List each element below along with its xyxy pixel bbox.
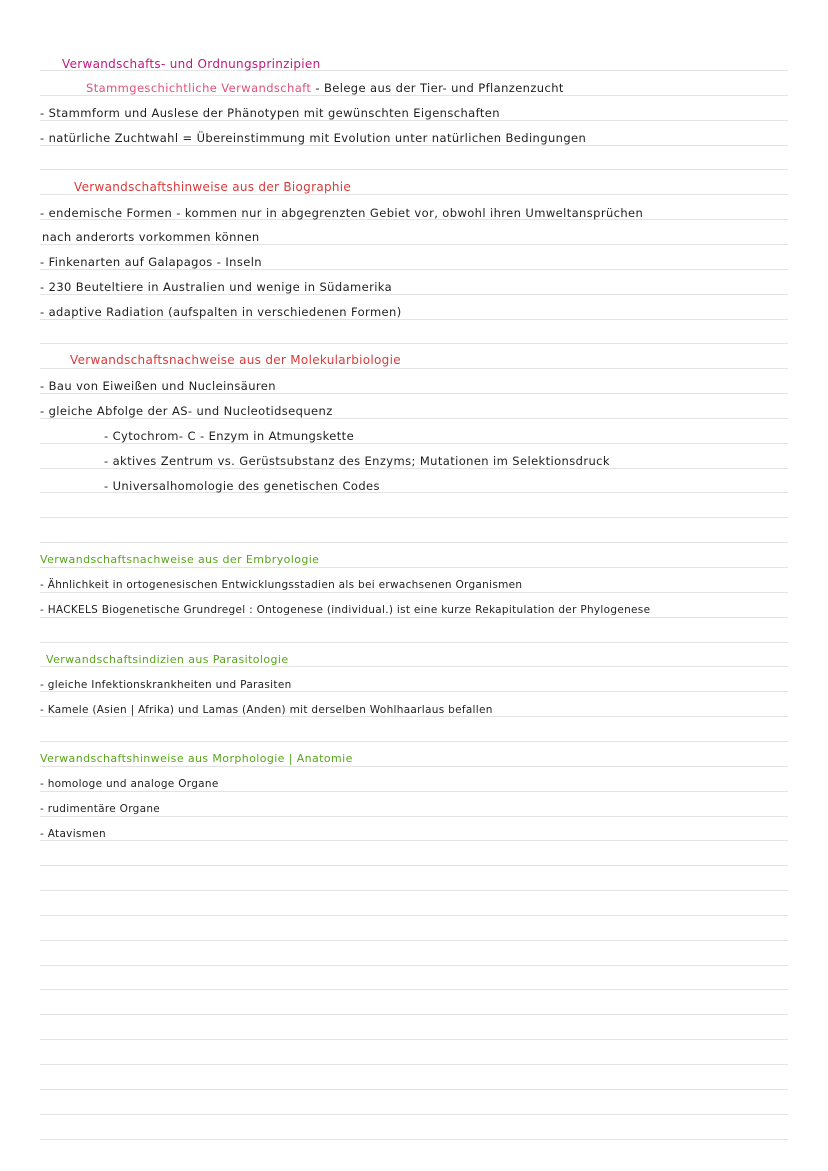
list-item: - HACKELS Biogenetische Grundregel : Ontogenese (individual.) ist eine kurze Rekapitulation der Phylogenese [40,604,651,616]
subtitle-highlight: Stammgeschichtliche Verwandschaft [86,81,312,95]
list-item: - rudimentäre Organe [40,803,161,815]
ruled-line [40,343,788,344]
section-title-morphologie: Verwandschaftshinweise aus Morphologie | Anatomie [40,752,353,765]
ruled-line [40,517,788,518]
section-title-molekularbiologie: Verwandschaftsnachweise aus der Molekularbiologie [70,353,401,367]
ruled-line [40,1064,788,1065]
section-title-ordnungsprinzipien: Verwandschafts- und Ordnungsprinzipien [62,57,321,71]
ruled-line [40,965,788,966]
section-title-biographie: Verwandschaftshinweise aus der Biographie [74,180,352,194]
list-item: - gleiche Infektionskrankheiten und Parasiten [40,679,292,691]
section-title-parasitologie: Verwandschaftsindizien aus Parasitologie [46,653,289,666]
list-item: - Ähnlichkeit in ortogenesischen Entwicklungsstadien als bei erwachsenen Organismen [40,579,523,591]
ruled-line [40,766,788,767]
ruled-line [40,1014,788,1015]
ruled-line [40,816,788,817]
list-item: - Bau von Eiweißen und Nucleinsäuren [40,379,276,393]
list-item: - gleiche Abfolge der AS- und Nucleotidsequenz [40,404,333,418]
ruled-line [40,791,788,792]
ruled-line [40,940,788,941]
list-item: - adaptive Radiation (aufspalten in verschiedenen Formen) [40,305,402,319]
list-item: - Kamele (Asien | Afrika) und Lamas (Anden) mit derselben Wohlhaarlaus befallen [40,704,493,716]
ruled-line [40,418,788,419]
list-item: - endemische Formen - kommen nur in abgegrenzten Gebiet vor, obwohl ihren Umweltansprüchen [40,206,644,220]
ruled-line [40,989,788,990]
ruled-line [40,393,788,394]
ruled-line [40,567,788,568]
list-item: nach anderorts vorkommen können [42,230,260,244]
ruled-line [40,1139,788,1140]
ruled-line [40,269,788,270]
list-item: - natürliche Zuchtwahl = Übereinstimmung mit Evolution unter natürlichen Bedingungen [40,131,587,145]
ruled-line [40,194,788,195]
ruled-line [40,1114,788,1115]
list-subitem: - aktives Zentrum vs. Gerüstsubstanz des Enzyms; Mutationen im Selektionsdruck [104,454,610,468]
ruled-line [40,642,788,643]
ruled-line [40,244,788,245]
ruled-line [40,592,788,593]
list-subitem: - Universalhomologie des genetischen Codes [104,479,380,493]
list-subitem: - Cytochrom- C - Enzym in Atmungskette [104,429,355,443]
ruled-line [40,319,788,320]
list-item: - homologe und analoge Organe [40,778,219,790]
ruled-line [40,468,788,469]
ruled-line [40,294,788,295]
ruled-line [40,95,788,96]
ruled-line [40,169,788,170]
section-subtitle-stammgeschichtlich [86,81,564,95]
ruled-line [40,542,788,543]
ruled-line [40,1089,788,1090]
list-item: - Finkenarten auf Galapagos - Inseln [40,255,262,269]
ruled-line [40,840,788,841]
ruled-line [40,617,788,618]
ruled-line [40,915,788,916]
ruled-line [40,865,788,866]
list-item: - Atavismen [40,828,106,840]
ruled-line [40,368,788,369]
ruled-line [40,741,788,742]
ruled-line [40,145,788,146]
ruled-line [40,120,788,121]
ruled-line [40,1039,788,1040]
list-item: - Stammform und Auslese der Phänotypen mit gewünschten Eigenschaften [40,106,500,120]
ruled-line [40,443,788,444]
list-item: - 230 Beuteltiere in Australien und wenige in Südamerika [40,280,393,294]
ruled-line [40,890,788,891]
subtitle-rest: - Belege aus der Tier- und Pflanzenzucht [311,81,564,95]
section-title-embryologie: Verwandschaftsnachweise aus der Embryologie [40,553,320,566]
